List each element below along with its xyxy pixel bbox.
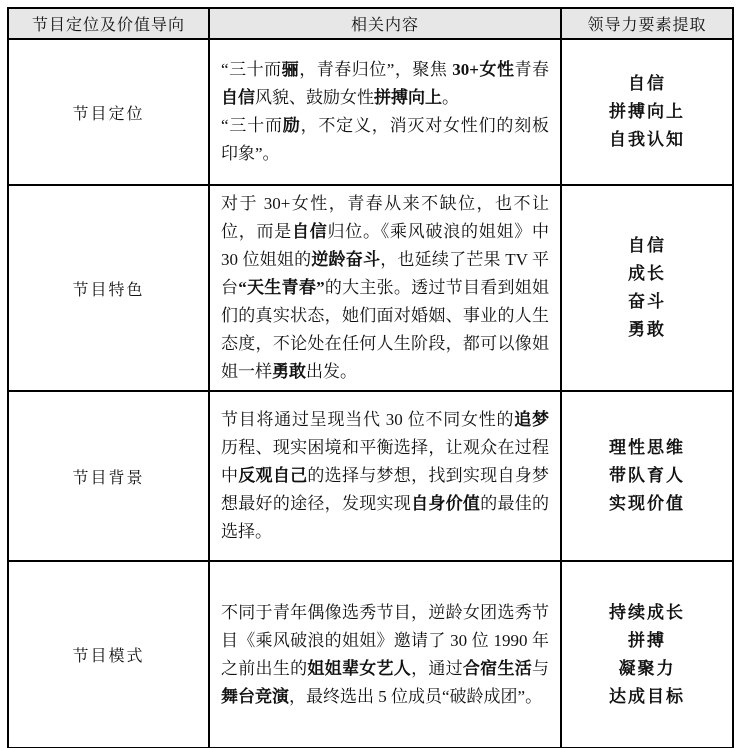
elements-cell: 自信 成长 奋斗 勇敢 <box>561 185 733 391</box>
category-cell: 节目背景 <box>8 391 209 561</box>
content-cell: 节目将通过呈现当代 30 位不同女性的追梦历程、现实困境和平衡选择，让观众在过程中反观自己的选择与梦想，找到实现自身梦想最好的途径，发现实现自身价值的最佳的选择。 <box>209 391 561 561</box>
header-row <box>8 8 733 39</box>
header-content: 相关内容 <box>209 8 561 39</box>
category-cell: 节目模式 <box>8 561 209 748</box>
elements-cell: 自信 拼搏向上 自我认知 <box>561 39 733 185</box>
content-cell: 不同于青年偶像选秀节目，逆龄女团选秀节目《乘风破浪的姐姐》邀请了 30 位 1990 年之前出生的姐姐辈女艺人，通过合宿生活与舞台竞演，最终选出 5 位成员“破龄成团”。 <box>209 561 561 748</box>
table-row-features <box>8 185 733 391</box>
header-elements: 领导力要素提取 <box>561 8 733 39</box>
table-row-positioning <box>8 39 733 185</box>
content-cell: “三十而骊，青春归位”，聚焦 30+女性青春自信风貌、鼓励女性拼搏向上。 “三十而励，不定义，消灭对女性们的刻板印象”。 <box>209 39 561 185</box>
table-row-background <box>8 391 733 561</box>
category-cell: 节目特色 <box>8 185 209 391</box>
elements-cell: 持续成长 拼搏 凝聚力 达成目标 <box>561 561 733 748</box>
content-cell: 对于 30+女性，青春从来不缺位，也不让位，而是自信归位。《乘风破浪的姐姐》中 30 位姐姐的逆龄奋斗，也延续了芒果 TV 平台“天生青春”的大主张。透过节目看到姐姐们的真实状态，她们面对婚姻、事业的人生态度，不论处在任何人生阶段，都可以像姐姐一样勇敢出发。 <box>209 185 561 391</box>
table-row-format <box>8 561 733 748</box>
header-category: 节目定位及价值导向 <box>8 8 209 39</box>
program-leadership-table <box>7 7 734 748</box>
elements-cell: 理性思维 带队育人 实现价值 <box>561 391 733 561</box>
category-cell: 节目定位 <box>8 39 209 185</box>
